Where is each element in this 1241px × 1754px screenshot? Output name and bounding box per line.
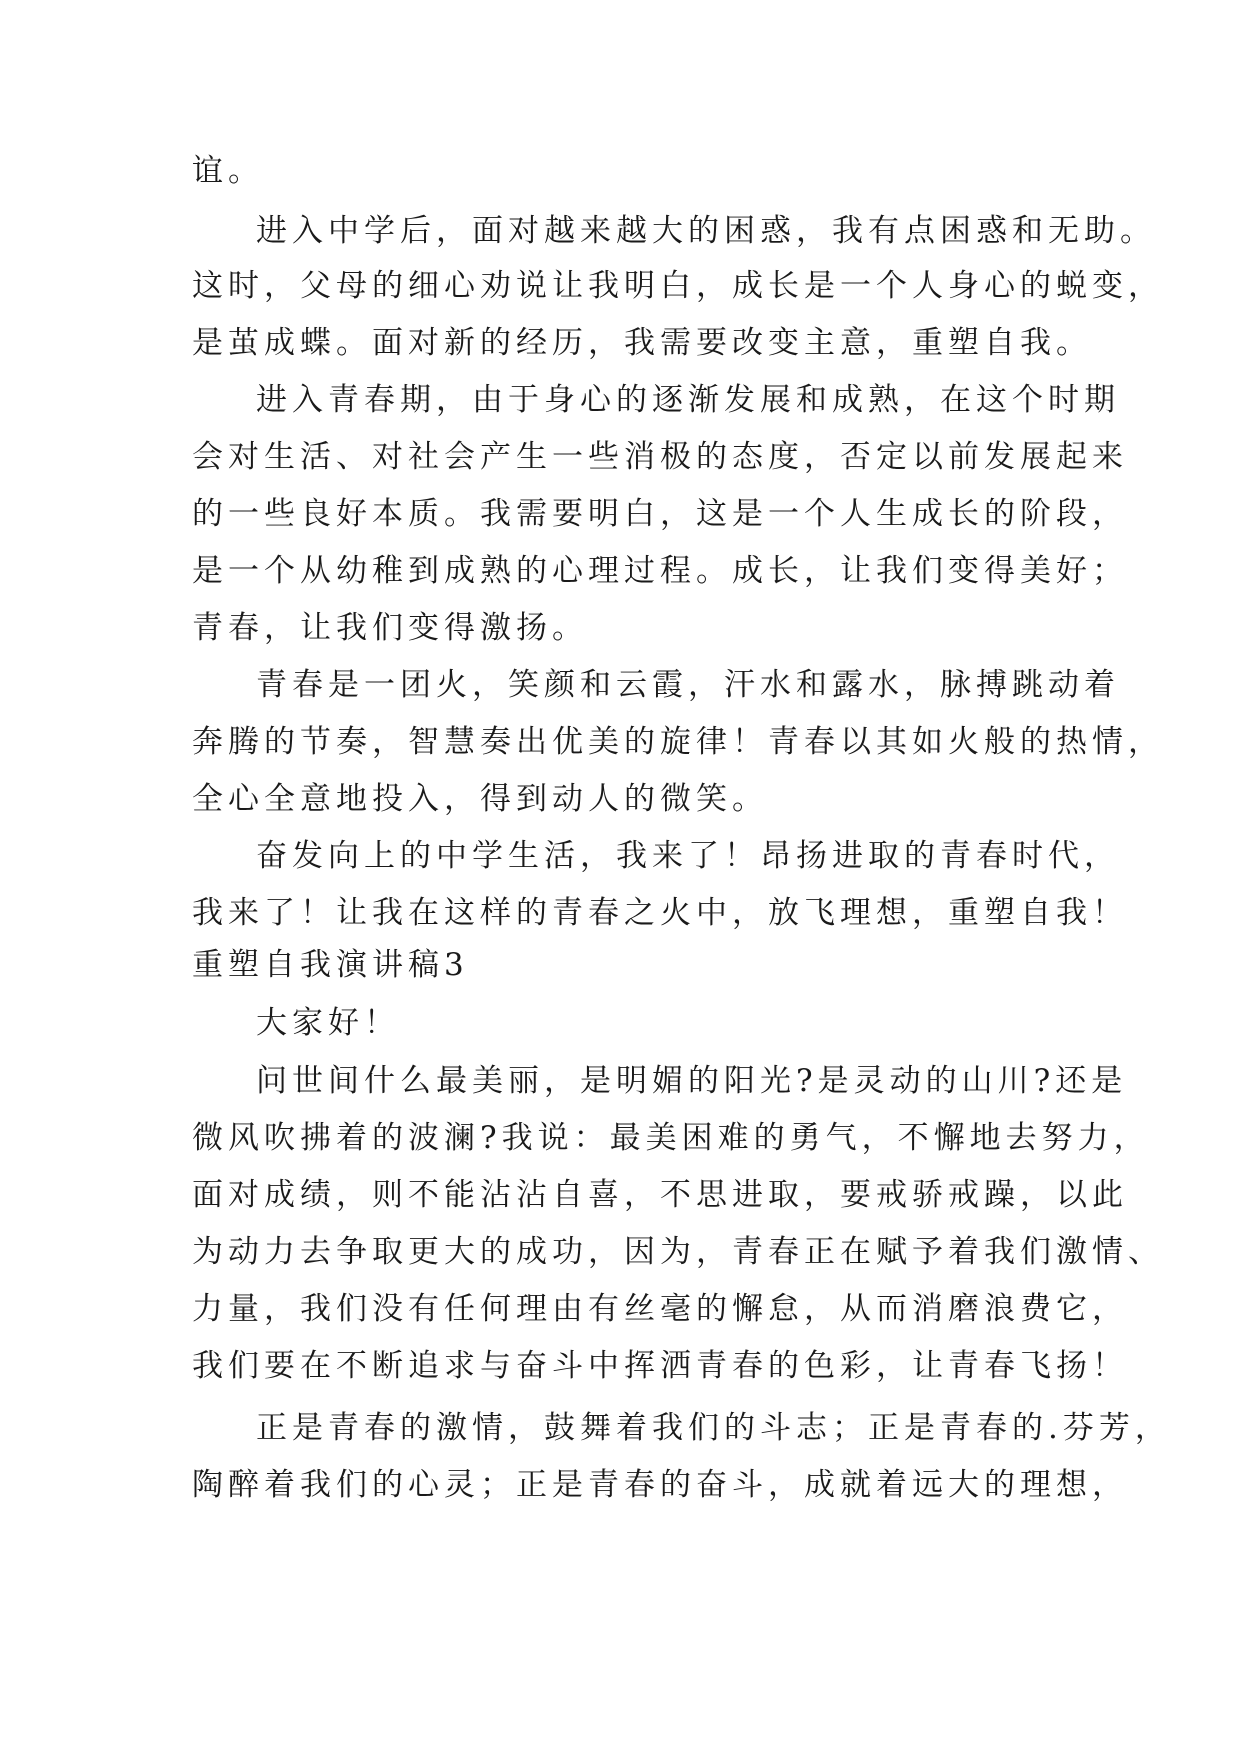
text-line: 全心全意地投入，得到动人的微笑。 — [192, 781, 768, 817]
paragraph-start-line: 奋发向上的中学生活，我来了！昂扬进取的青春时代， — [256, 838, 1120, 874]
text-line: 为动力去争取更大的成功，因为，青春正在赋予着我们激情、 — [192, 1234, 1164, 1270]
text-line: 是茧成蝶。面对新的经历，我需要改变主意，重塑自我。 — [192, 325, 1092, 361]
text-line: 青春，让我们变得激扬。 — [192, 610, 588, 646]
paragraph-start-line: 正是青春的激情，鼓舞着我们的斗志；正是青春的.芬芳， — [256, 1410, 1171, 1446]
text-line: 力量，我们没有任何理由有丝毫的懈怠，从而消磨浪费它， — [192, 1291, 1128, 1327]
text-line: 微风吹拂着的波澜?我说：最美困难的勇气，不懈地去努力， — [192, 1120, 1150, 1156]
text-line: 面对成绩，则不能沾沾自喜，不思进取，要戒骄戒躁，以此 — [192, 1177, 1128, 1213]
paragraph-start-line: 问世间什么最美丽，是明媚的阳光?是灵动的山川?还是 — [256, 1063, 1128, 1099]
section-heading: 重塑自我演讲稿3 — [192, 947, 469, 983]
text-line: 我来了！让我在这样的青春之火中，放飞理想，重塑自我！ — [192, 895, 1128, 931]
text-line: 奔腾的节奏，智慧奏出优美的旋律！青春以其如火般的热情， — [192, 724, 1164, 760]
greeting-line: 大家好！ — [256, 1005, 400, 1041]
text-line: 这时，父母的细心劝说让我明白，成长是一个人身心的蜕变， — [192, 268, 1164, 304]
text-line: 我们要在不断追求与奋斗中挥洒青春的色彩，让青春飞扬！ — [192, 1348, 1128, 1384]
text-line: 谊。 — [192, 153, 264, 189]
text-line: 是一个从幼稚到成熟的心理过程。成长，让我们变得美好； — [192, 553, 1128, 589]
text-line: 陶醉着我们的心灵；正是青春的奋斗，成就着远大的理想， — [192, 1467, 1128, 1503]
paragraph-start-line: 进入青春期，由于身心的逐渐发展和成熟，在这个时期 — [256, 382, 1120, 418]
paragraph-start-line: 进入中学后，面对越来越大的困惑，我有点困惑和无助。 — [256, 213, 1156, 249]
text-line: 的一些良好本质。我需要明白，这是一个人生成长的阶段， — [192, 496, 1128, 532]
paragraph-start-line: 青春是一团火，笑颜和云霞，汗水和露水，脉搏跳动着 — [256, 667, 1120, 703]
text-line: 会对生活、对社会产生一些消极的态度，否定以前发展起来 — [192, 439, 1128, 475]
